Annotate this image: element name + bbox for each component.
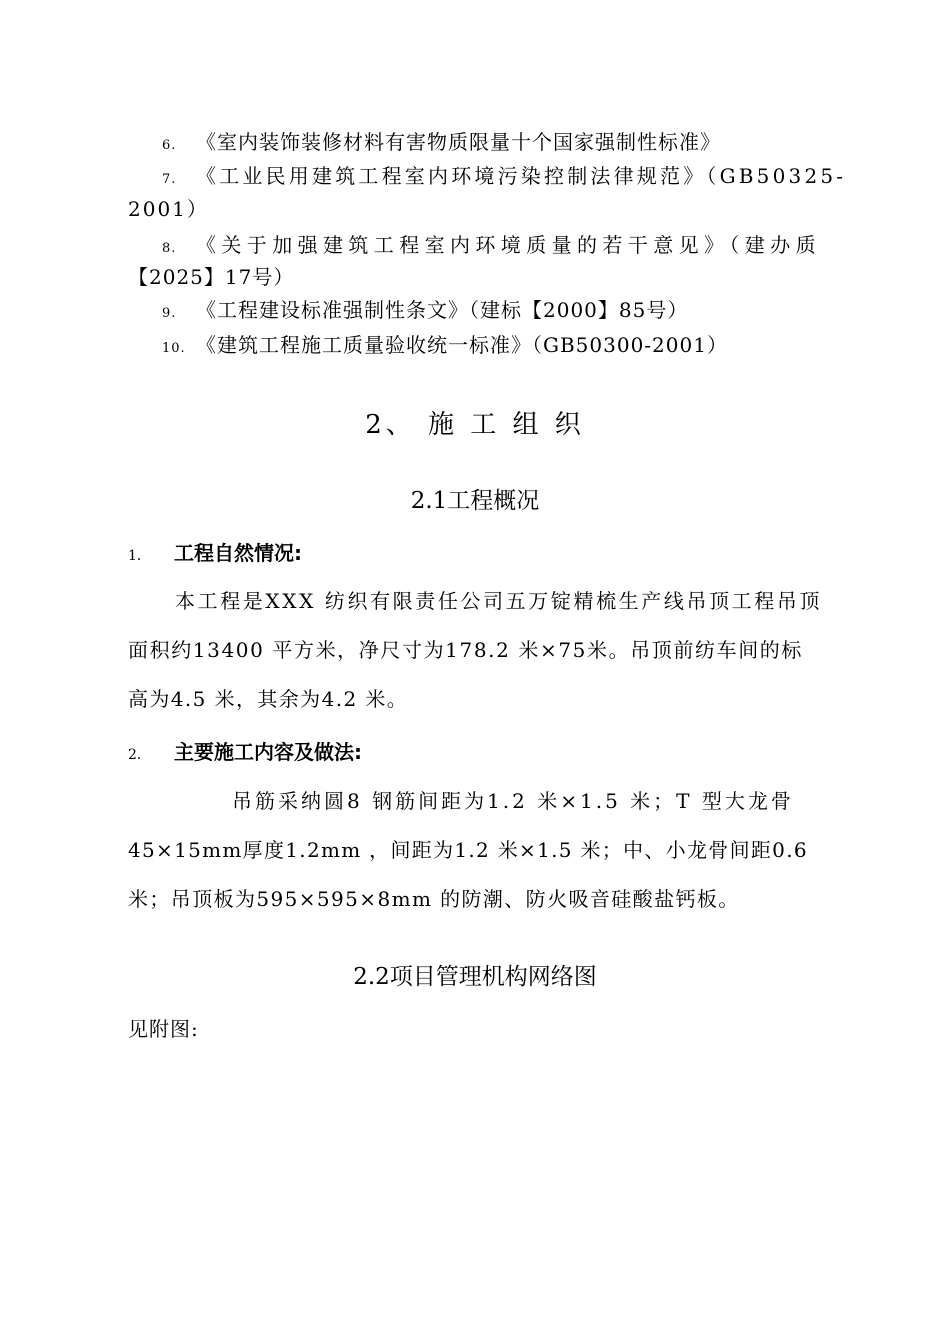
item-heading-1 (128, 537, 302, 566)
reference-text-continued: 【2025】17号） (128, 265, 295, 289)
reference-item-6 (162, 126, 721, 155)
reference-text: 《室内装饰装修材料有害物质限量十个国家强制性标准》 (196, 130, 721, 154)
reference-item-9 (162, 294, 688, 323)
reference-text: 《建筑工程施工质量验收统一标准》（GB50300-2001） (196, 333, 728, 357)
reference-number: 8. (162, 241, 177, 256)
reference-item-10 (162, 329, 728, 358)
item-heading-2 (128, 736, 362, 765)
reference-item-8-continuation (128, 261, 294, 290)
section-title: 2、 施 工 组 织 (365, 410, 585, 440)
reference-text-continued: 2001） (128, 197, 209, 221)
item-number: 1． (128, 548, 151, 564)
paragraph-line: 本工程是XXX 纺织有限责任公司五万锭精梳生产线吊顶工程吊顶 (175, 589, 823, 613)
reference-number: 10. (162, 341, 186, 356)
reference-text: 《关于加强建筑工程室内环境质量的若干意见》（建办质 (196, 233, 821, 257)
paragraph-line: 高为4.5 米，其余为4.2 米。 (128, 687, 409, 711)
subsection-title-2-1: 2.1工程概况 (410, 488, 540, 514)
paragraph-line: 吊筋采纳圆8 钢筋间距为1.2 米×1.5 米；T 型大龙骨 (232, 789, 794, 813)
subsection-title-2-2: 2.2项目管理机构网络图 (353, 964, 597, 990)
reference-item-7-continuation (128, 193, 209, 222)
item-number: 2． (128, 747, 151, 763)
item-heading-text: 工程自然情况: (174, 541, 302, 565)
reference-text: 《工程建设标准强制性条文》（建标【2000】85号） (196, 298, 689, 322)
paragraph-line: 米；吊顶板为595×595×8mm 的防潮、防火吸音硅酸盐钙板。 (128, 887, 740, 911)
reference-number: 9. (162, 306, 177, 321)
paragraph-line: 面积约13400 平方米，净尺寸为178.2 米×75米。吊顶前纺车间的标 (128, 638, 804, 662)
item-heading-text: 主要施工内容及做法: (174, 740, 362, 764)
reference-number: 7. (162, 172, 177, 187)
paragraph-line: 45×15mm厚度1.2mm ，间距为1.2 米×1.5 米；中、小龙骨间距0.6 (128, 838, 808, 862)
see-attachment-note: 见附图: (128, 1017, 199, 1041)
reference-item-7 (162, 160, 846, 189)
reference-number: 6. (162, 138, 177, 153)
reference-item-8 (162, 229, 821, 258)
reference-text: 《工业民用建筑工程室内环境污染控制法律规范》（GB50325- (196, 164, 847, 188)
